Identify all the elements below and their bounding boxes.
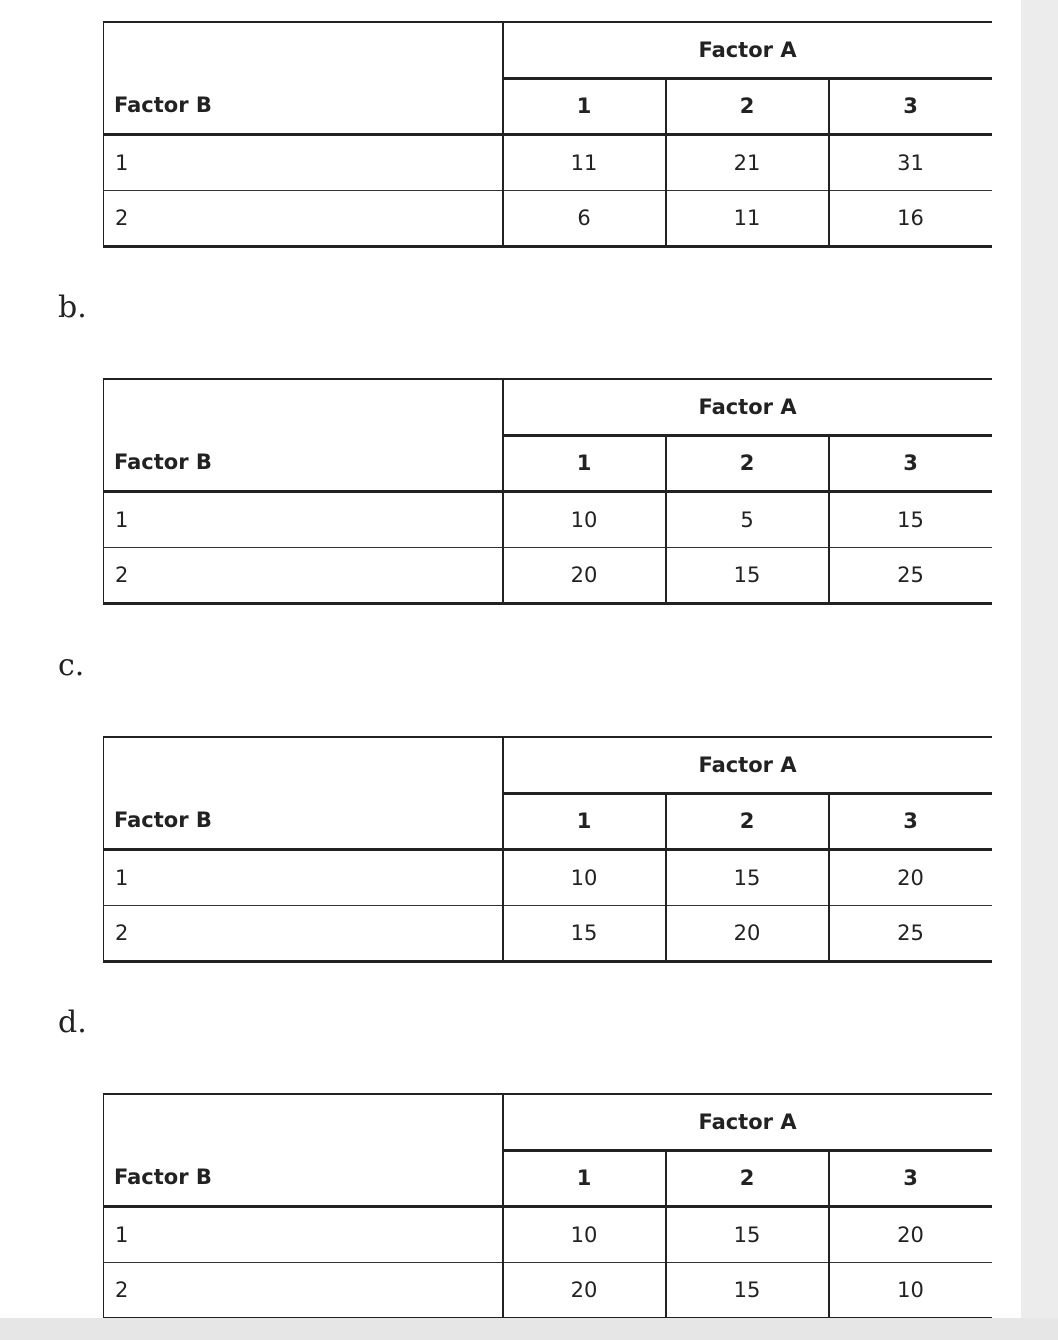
factor-a-header: Factor A bbox=[503, 737, 992, 793]
column-header: 1 bbox=[503, 435, 666, 491]
table-cell: 11 bbox=[666, 190, 829, 246]
row-label: 2 bbox=[104, 905, 503, 961]
table-cell: 10 bbox=[829, 1262, 992, 1318]
table-cell: 20 bbox=[503, 547, 666, 603]
table-cell: 15 bbox=[666, 547, 829, 603]
column-header: 3 bbox=[829, 1150, 992, 1206]
page-bottom-strip bbox=[0, 1318, 1058, 1340]
table-row bbox=[104, 134, 992, 190]
table-cell: 21 bbox=[666, 134, 829, 190]
table-cell: 15 bbox=[666, 849, 829, 905]
table-cell: 10 bbox=[503, 491, 666, 547]
column-header: 2 bbox=[666, 793, 829, 849]
column-header: 3 bbox=[829, 78, 992, 134]
table-corner-cell bbox=[104, 22, 503, 78]
column-header: 2 bbox=[666, 1150, 829, 1206]
table-cell: 6 bbox=[503, 190, 666, 246]
table-cell: 15 bbox=[503, 905, 666, 961]
table-cell: 20 bbox=[829, 1206, 992, 1262]
table-cell: 20 bbox=[829, 849, 992, 905]
table-cell: 15 bbox=[666, 1206, 829, 1262]
column-header: 3 bbox=[829, 793, 992, 849]
table-corner-cell bbox=[104, 379, 503, 435]
column-header: 2 bbox=[666, 78, 829, 134]
table-cell: 15 bbox=[666, 1262, 829, 1318]
column-header: 2 bbox=[666, 435, 829, 491]
table-cell: 25 bbox=[829, 547, 992, 603]
factor-b-header: Factor B bbox=[104, 793, 503, 849]
factor-b-header: Factor B bbox=[104, 435, 503, 491]
table-row bbox=[104, 849, 992, 905]
table-cell: 20 bbox=[666, 905, 829, 961]
table-row bbox=[104, 1262, 992, 1318]
factor-table-d bbox=[103, 1093, 992, 1318]
table-cell: 11 bbox=[503, 134, 666, 190]
table-cell: 5 bbox=[666, 491, 829, 547]
column-header: 3 bbox=[829, 435, 992, 491]
factor-table-b bbox=[103, 378, 992, 605]
table-row bbox=[104, 1206, 992, 1262]
option-label-b: b. bbox=[58, 290, 87, 325]
factor-a-header: Factor A bbox=[503, 22, 992, 78]
table-row bbox=[104, 491, 992, 547]
table-corner-cell bbox=[104, 1094, 503, 1150]
table-cell: 25 bbox=[829, 905, 992, 961]
table-cell: 10 bbox=[503, 849, 666, 905]
column-header: 1 bbox=[503, 1150, 666, 1206]
column-header: 1 bbox=[503, 793, 666, 849]
factor-a-header: Factor A bbox=[503, 1094, 992, 1150]
table-row bbox=[104, 190, 992, 246]
option-label-c: c. bbox=[58, 648, 85, 683]
table-row bbox=[104, 905, 992, 961]
table-cell: 20 bbox=[503, 1262, 666, 1318]
table-cell: 15 bbox=[829, 491, 992, 547]
table-corner-cell bbox=[104, 737, 503, 793]
factor-b-header: Factor B bbox=[104, 1150, 503, 1206]
column-header: 1 bbox=[503, 78, 666, 134]
row-label: 2 bbox=[104, 190, 503, 246]
table-cell: 10 bbox=[503, 1206, 666, 1262]
table-row bbox=[104, 547, 992, 603]
factor-table-a bbox=[103, 21, 992, 248]
row-label: 1 bbox=[104, 491, 503, 547]
factor-a-header: Factor A bbox=[503, 379, 992, 435]
table-cell: 16 bbox=[829, 190, 992, 246]
row-label: 1 bbox=[104, 849, 503, 905]
row-label: 1 bbox=[104, 1206, 503, 1262]
row-label: 1 bbox=[104, 134, 503, 190]
row-label: 2 bbox=[104, 547, 503, 603]
factor-table-c bbox=[103, 736, 992, 963]
row-label: 2 bbox=[104, 1262, 503, 1318]
factor-b-header: Factor B bbox=[104, 78, 503, 134]
option-label-d: d. bbox=[58, 1005, 87, 1040]
table-cell: 31 bbox=[829, 134, 992, 190]
